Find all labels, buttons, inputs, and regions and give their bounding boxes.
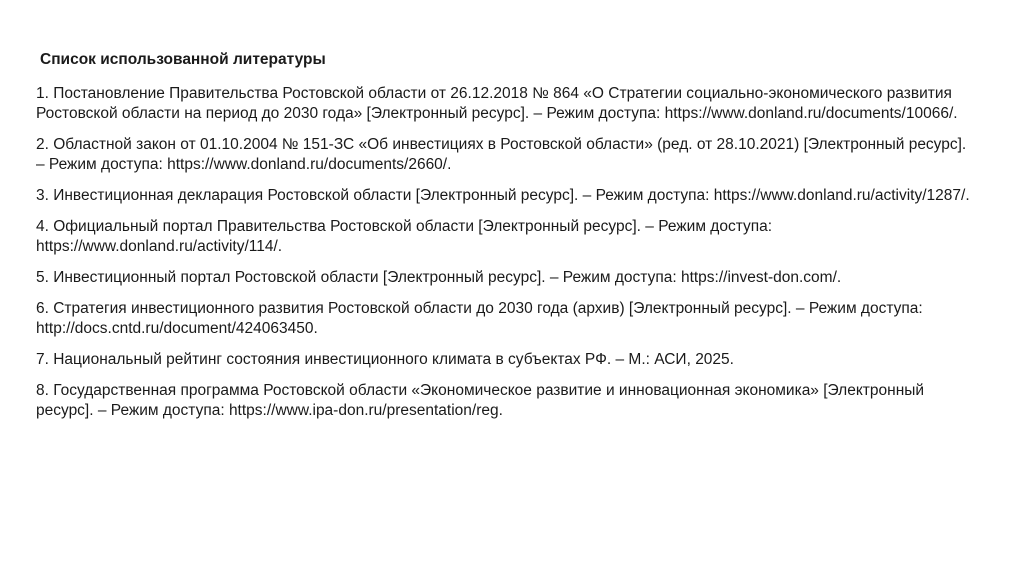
document-content: [36, 50, 976, 432]
reference-item-7: 7. Национальный рейтинг состояния инвестиционного климата в субъектах РФ. – М.: АСИ, 2025.: [36, 351, 734, 368]
reference-item-1: 1. Постановление Правительства Ростовской области от 26.12.2018 № 864 «О Стратегии социально-экономического развития Ростовской области на период до 2030 года» [Электронный ресурс]. – Режим доступа: https://www.donland.ru/documents/10066/.: [36, 85, 958, 122]
reference-item-6: 6. Стратегия инвестиционного развития Ростовской области до 2030 года (архив) [Электронный ресурс]. – Режим доступа: http://docs.cntd.ru/document/424063450.: [36, 300, 923, 337]
document-title: Список использованной литературы: [40, 51, 326, 68]
reference-item-5: 5. Инвестиционный портал Ростовской области [Электронный ресурс]. – Режим доступа: https://invest-don.com/.: [36, 269, 842, 286]
reference-item-3: 3. Инвестиционная декларация Ростовской области [Электронный ресурс]. – Режим доступа: https://www.donland.ru/activity/1287/.: [36, 187, 970, 204]
reference-list: [36, 84, 976, 421]
reference-item-8: 8. Государственная программа Ростовской области «Экономическое развитие и инновационная экономика» [Электронный ресурс]. – Режим доступа: https://www.ipa-don.ru/presentation/reg.: [36, 382, 925, 419]
reference-item-2: 2. Областной закон от 01.10.2004 № 151-ЗС «Об инвестициях в Ростовской области» (ред. от 28.10.2021) [Электронный ресурс]. – Режим доступа: https://www.donland.ru/documents/2660/.: [36, 136, 967, 173]
reference-item-4: 4. Официальный портал Правительства Ростовской области [Электронный ресурс]. – Режим доступа: https://www.donland.ru/activity/114/.: [36, 218, 773, 255]
